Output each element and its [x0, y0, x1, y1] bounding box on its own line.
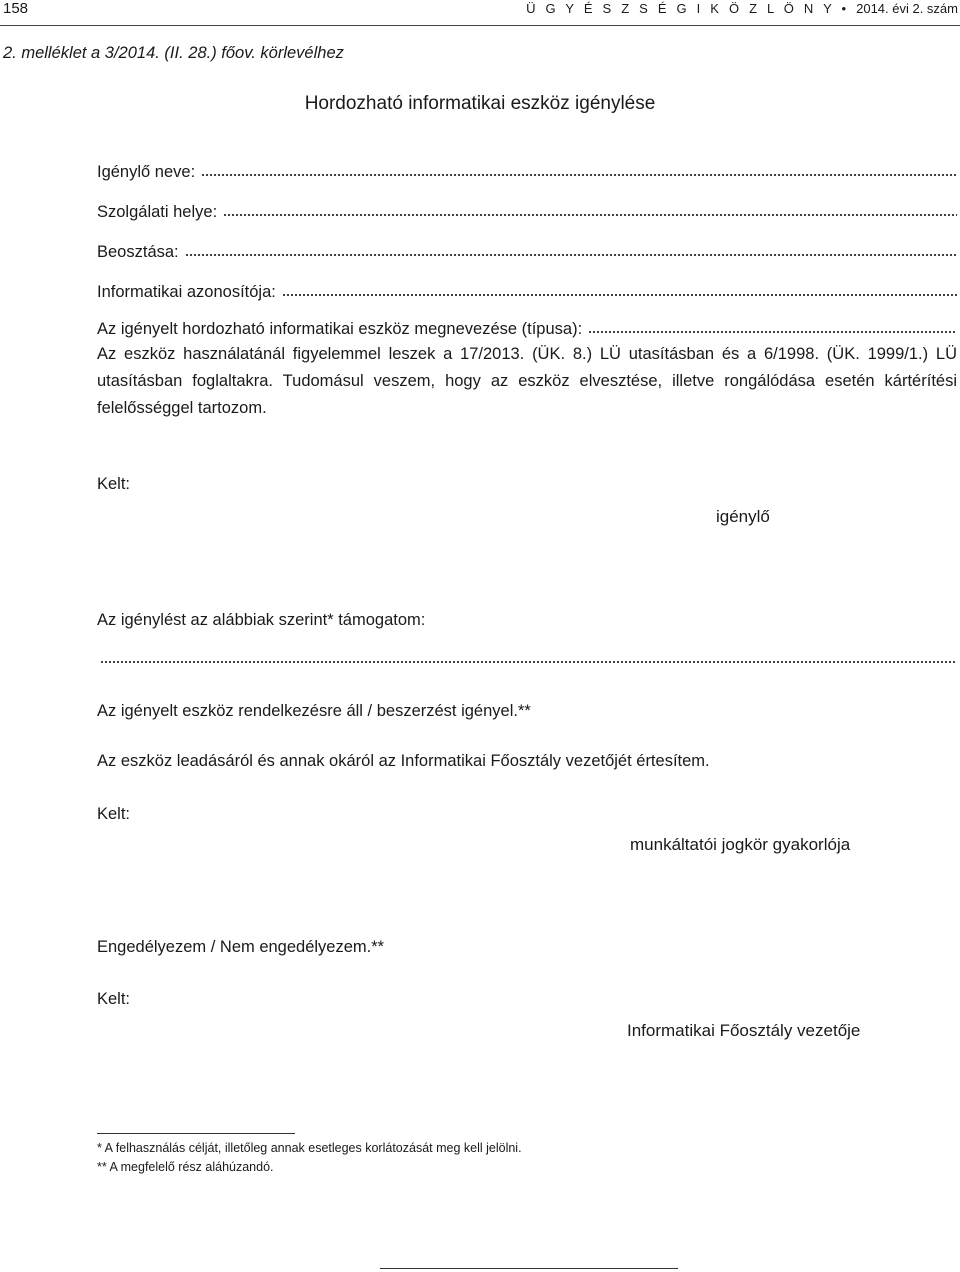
signer-applicant: igénylő [716, 507, 770, 526]
bottom-rule [380, 1268, 678, 1269]
support-statement: Az igénylést az alábbiak szerint* támogatom: [97, 611, 426, 629]
dotted-fill-line [588, 331, 957, 333]
availability-statement: Az igényelt eszköz rendelkezésre áll / beszerzést igényel.** [97, 702, 531, 720]
field-label: Szolgálati helye: [97, 203, 218, 221]
field-label: Igénylő neve: [97, 163, 196, 181]
header-rule [0, 25, 960, 26]
header-bullet: • [841, 1, 850, 16]
date-label-employer: Kelt: [97, 805, 131, 823]
signer-it-head: Informatikai Főosztály vezetője [627, 1021, 861, 1040]
date-label-it-head: Kelt: [97, 990, 131, 1008]
dotted-fill-line [201, 174, 957, 176]
signer-employer: munkáltatói jogkör gyakorlója [630, 835, 851, 854]
journal-header [526, 1, 958, 16]
field-workplace[interactable] [97, 203, 957, 222]
dotted-fill-line [223, 214, 957, 216]
notification-statement: Az eszköz leadásáról és annak okáról az Informatikai Főosztály vezetőjét értesítem. [97, 752, 710, 770]
page-number: 158 [3, 0, 29, 17]
declaration-paragraph: Az eszköz használatánál figyelemmel leszek a 17/2013. (ÜK. 8.) LÜ utasításban és a 6/1998. (ÜK. 1999/1.) LÜ utasításban foglaltakra. Tudomásul veszem, hogy az eszköz elvesztése, illetve rongálódása esetén kártérítési felelősséggel tartozom. [97, 345, 957, 417]
field-label: Informatikai azonosítója: [97, 283, 276, 301]
field-it-id[interactable] [97, 283, 957, 302]
annex-reference: 2. melléklet a 3/2014. (II. 28.) főov. körlevélhez [3, 44, 344, 62]
field-label: Az igényelt hordozható informatikai eszköz megnevezése (típusa): [97, 320, 583, 338]
field-applicant-name[interactable] [97, 163, 957, 182]
dotted-fill-line [185, 254, 957, 256]
footnote-2: ** A megfelelő rész aláhúzandó. [97, 1160, 274, 1174]
dotted-fill-line [282, 294, 957, 296]
field-position[interactable] [97, 243, 957, 262]
approval-statement: Engedélyezem / Nem engedélyezem.** [97, 938, 385, 956]
footnote-1: * A felhasználás célját, illetőleg annak esetleges korlátozását meg kell jelölni. [97, 1141, 522, 1155]
support-dotted-line[interactable] [100, 661, 955, 663]
field-device-name[interactable] [97, 320, 957, 339]
footnote-rule [97, 1133, 295, 1134]
field-label: Beosztása: [97, 243, 179, 261]
issue-label: 2014. évi 2. szám [856, 1, 958, 16]
journal-name: Ü G Y É S Z S É G I K Ö Z L Ö N Y [526, 1, 835, 16]
date-label-applicant: Kelt: [97, 475, 131, 493]
form-title: Hordozható informatikai eszköz igénylése [304, 93, 656, 114]
